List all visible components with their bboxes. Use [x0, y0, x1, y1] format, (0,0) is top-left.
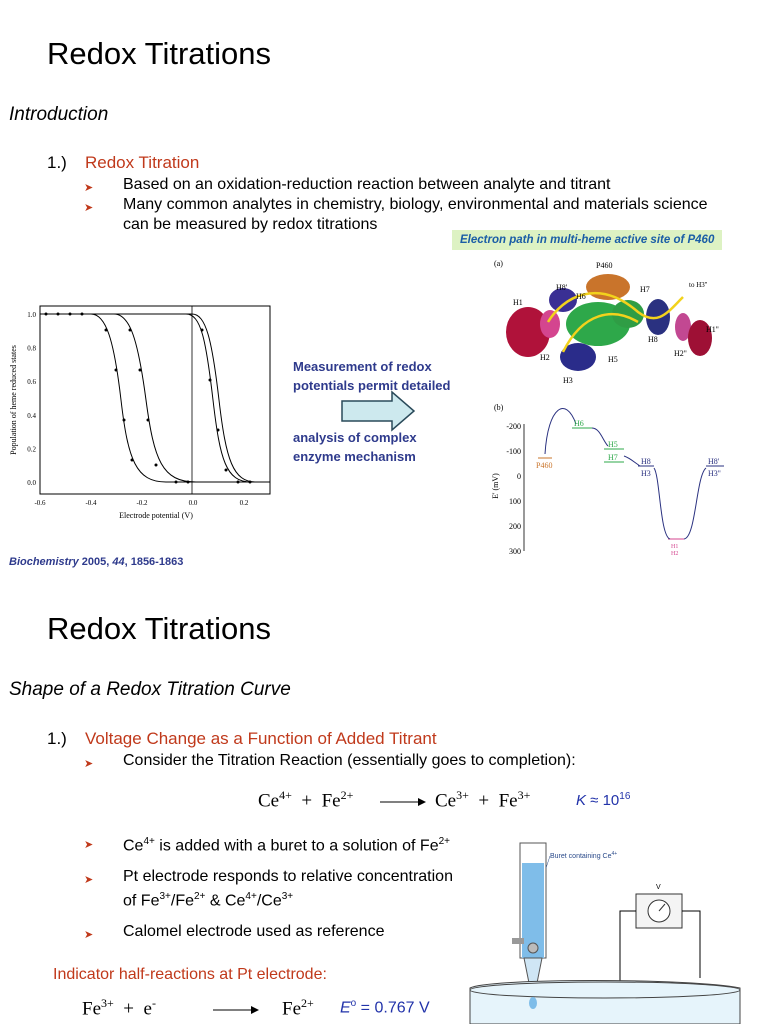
reaction-arrow-icon [380, 796, 428, 808]
b2-ce: Ce [123, 837, 144, 855]
graph-y-tick: 0.8 [27, 344, 36, 353]
slide1-bullet-2-cont: can be measured by redox titrations [123, 216, 378, 233]
titration-curve-3 [40, 314, 270, 482]
hr-fe2: Fe [282, 998, 301, 1020]
b3-slash2: /Ce [256, 892, 282, 910]
slide2-bullet-2 [123, 832, 450, 856]
e0-value: = 0.767 V [356, 999, 430, 1017]
heme-label-h5: H5 [608, 355, 618, 364]
wire-right [682, 911, 700, 978]
eq-fe3-charge: 3+ [517, 788, 531, 802]
panel-a-label: (a) [494, 259, 503, 268]
e0-superscript: o [350, 998, 357, 1009]
heme-label-p460: P460 [596, 261, 613, 270]
slide2-title: Redox Titrations [47, 611, 271, 646]
arrow-text-line-2: potentials permit detailed [293, 378, 451, 393]
eq-plus-1: + [301, 790, 313, 812]
graph-x-tick: -0.2 [136, 499, 148, 507]
energy-label-h3pp: H3'' [708, 469, 721, 478]
b3-s3: 4+ [245, 891, 257, 902]
energy-label-h5: H5 [608, 440, 618, 449]
eq-fe2: Fe [321, 790, 341, 812]
energy-label-h7: H7 [608, 453, 618, 462]
titration-apparatus [450, 838, 768, 1024]
hr-fe3-charge: 3+ [101, 996, 114, 1010]
e0-symbol: E [340, 999, 351, 1017]
graph-y-tick: 0.2 [27, 445, 36, 454]
bullet-arrow-icon: ➤ [84, 929, 94, 941]
citation-volume: 44 [112, 556, 125, 568]
slide1-item-number: 1.) [47, 153, 67, 172]
titration-data-points [45, 313, 252, 484]
slide1-bullet-2: Many common analytes in chemistry, biology, environmental and materials science [123, 196, 708, 213]
stopcock-handle [512, 938, 524, 944]
heme-caption-box: Electron path in multi-heme active site of P460 [452, 230, 722, 250]
bullet-arrow-icon: ➤ [84, 758, 94, 770]
energy-y-tick: -200 [506, 422, 521, 431]
graph-y-tick: 0.6 [27, 378, 36, 387]
eq-ce4: Ce [258, 790, 280, 812]
energy-y-label: E' (mV) [491, 473, 500, 499]
citation-pages: , 1856-1863 [124, 556, 184, 568]
right-arrow-icon [340, 390, 416, 432]
panel-b-label: (b) [494, 403, 504, 412]
slide2-bullet-3-cont [123, 887, 293, 911]
heme-label-h8p: H8' [556, 283, 568, 292]
b2-ce-charge: 4+ [143, 836, 155, 847]
bullet-arrow-icon: ➤ [84, 839, 94, 851]
half-reaction [82, 996, 156, 1020]
heme-h2 [540, 310, 560, 338]
energy-diagram [488, 396, 728, 561]
titration-curve-2 [40, 314, 270, 482]
energy-y-tick: 300 [509, 547, 521, 556]
energy-y-tick: -100 [506, 447, 521, 456]
hr-electron: e [143, 998, 152, 1020]
k-approx: ≈ 10 [586, 792, 620, 809]
hr-plus: + [123, 998, 134, 1020]
slide2-item-heading: Voltage Change as a Function of Added Titrant [85, 729, 437, 748]
heme-label-h7: H7 [640, 285, 650, 294]
titration-graph [6, 300, 276, 525]
graph-y-tick: 0.0 [27, 479, 36, 487]
energy-label-h8: H8 [641, 457, 651, 466]
b3-amp: & Ce [205, 892, 246, 910]
energy-y-tick: 100 [509, 497, 521, 506]
energy-label-h6: H6 [574, 419, 584, 428]
standard-potential [340, 998, 430, 1017]
arrow-text-bottom [293, 428, 417, 466]
hr-fe2-charge: 2+ [301, 996, 314, 1010]
energy-label-h3: H3 [641, 469, 651, 478]
slide2-bullet-3: Pt electrode responds to relative concentration [123, 868, 453, 885]
graph-x-label: Electrode potential (V) [119, 511, 193, 520]
graph-y-tick: 0.4 [27, 411, 36, 420]
energy-y-tick: 200 [509, 522, 521, 531]
slide1-title: Redox Titrations [47, 36, 271, 71]
citation-journal: Biochemistry [9, 556, 79, 568]
eq-ce4-charge: 4+ [279, 788, 292, 802]
heme-label-h6: H6 [576, 292, 586, 301]
arrow-text-line-3: analysis of complex [293, 430, 417, 445]
beaker [470, 981, 740, 1024]
graph-y-label: Population of heme reduced states [9, 345, 18, 455]
b3-s2: 2+ [194, 891, 206, 902]
heme-label-h1: H1 [513, 298, 523, 307]
voltmeter-v-symbol: V [656, 884, 661, 891]
buret-label-pointer [546, 856, 550, 868]
graph-y-tick: 1.0 [27, 311, 36, 319]
graph-x-tick: 0.2 [239, 499, 249, 507]
hr-electron-charge: - [151, 996, 156, 1010]
energy-label-p460: P460 [536, 461, 553, 470]
heme-label-to-h3: to H3'' [689, 281, 708, 289]
titration-curve-4 [40, 314, 270, 482]
slide2-section-heading: Shape of a Redox Titration Curve [9, 679, 291, 700]
equilibrium-constant [576, 791, 630, 809]
titration-curve-1 [40, 314, 270, 482]
energy-y-tick: 0 [517, 472, 521, 481]
drop-icon [529, 997, 537, 1009]
eq-ce3: Ce [435, 790, 457, 812]
energy-label-h8p: H8' [708, 457, 720, 466]
arrow-text-line-4: enzyme mechanism [293, 449, 416, 464]
buret-label: Buret containing $Ce^{4+}$ [550, 851, 618, 860]
eq-fe3: Fe [498, 790, 518, 812]
eq-plus-2: + [478, 790, 490, 812]
b3-of: of Fe [123, 892, 160, 910]
heme-label-h2pp: H2'' [674, 349, 687, 358]
slide1-bullet-1: Based on an oxidation-reduction reaction between analyte and titrant [123, 176, 611, 193]
half-reaction-arrow-icon [213, 1004, 261, 1016]
heme-label-h8: H8 [648, 335, 658, 344]
stopcock-icon [528, 943, 538, 953]
bullet-arrow-icon: ➤ [84, 182, 94, 194]
energy-label-h1: H1 [671, 544, 679, 550]
slide1-item-heading: Redox Titration [85, 153, 200, 172]
eq-fe2-charge: 2+ [340, 788, 354, 802]
b2-fe-charge: 2+ [438, 836, 450, 847]
titration-equation [258, 788, 353, 812]
citation-year: 2005, [78, 556, 113, 568]
graph-x-tick: -0.4 [85, 499, 97, 507]
k-symbol: K [576, 792, 587, 809]
b3-s1: 3+ [159, 891, 171, 902]
slide2-bullet-4: Calomel electrode used as reference [123, 923, 385, 940]
eq-ce3-charge: 3+ [456, 788, 469, 802]
slide2-item-number: 1.) [47, 729, 67, 748]
b3-slash1: /Fe [170, 892, 194, 910]
heme-structure-image [488, 252, 728, 392]
b2-text: is added with a buret to a solution of Fe [154, 837, 439, 855]
bullet-arrow-icon: ➤ [84, 874, 94, 886]
hr-fe3: Fe [82, 998, 101, 1020]
electron-transfer-path [545, 409, 706, 539]
heme-label-h3: H3 [563, 376, 573, 385]
heme-label-h1pp: H1'' [706, 325, 719, 334]
b3-s4: 3+ [281, 891, 294, 902]
graph-x-tick: 0.0 [188, 499, 198, 507]
energy-label-h2: H2 [671, 551, 679, 557]
half-reaction-product [282, 996, 314, 1020]
citation [9, 556, 183, 568]
bullet-arrow-icon: ➤ [84, 202, 94, 214]
slide1-section-heading: Introduction [9, 104, 109, 125]
indicator-heading: Indicator half-reactions at Pt electrode: [53, 966, 327, 983]
titration-equation-products [435, 788, 530, 812]
arrow-text-line-1: Measurement of redox [293, 359, 432, 374]
graph-x-tick: -0.6 [34, 499, 46, 507]
heme-label-h2: H2 [540, 353, 550, 362]
slide2-bullet-1: Consider the Titration Reaction (essentially goes to completion): [123, 752, 576, 769]
k-exponent: 16 [619, 791, 631, 802]
